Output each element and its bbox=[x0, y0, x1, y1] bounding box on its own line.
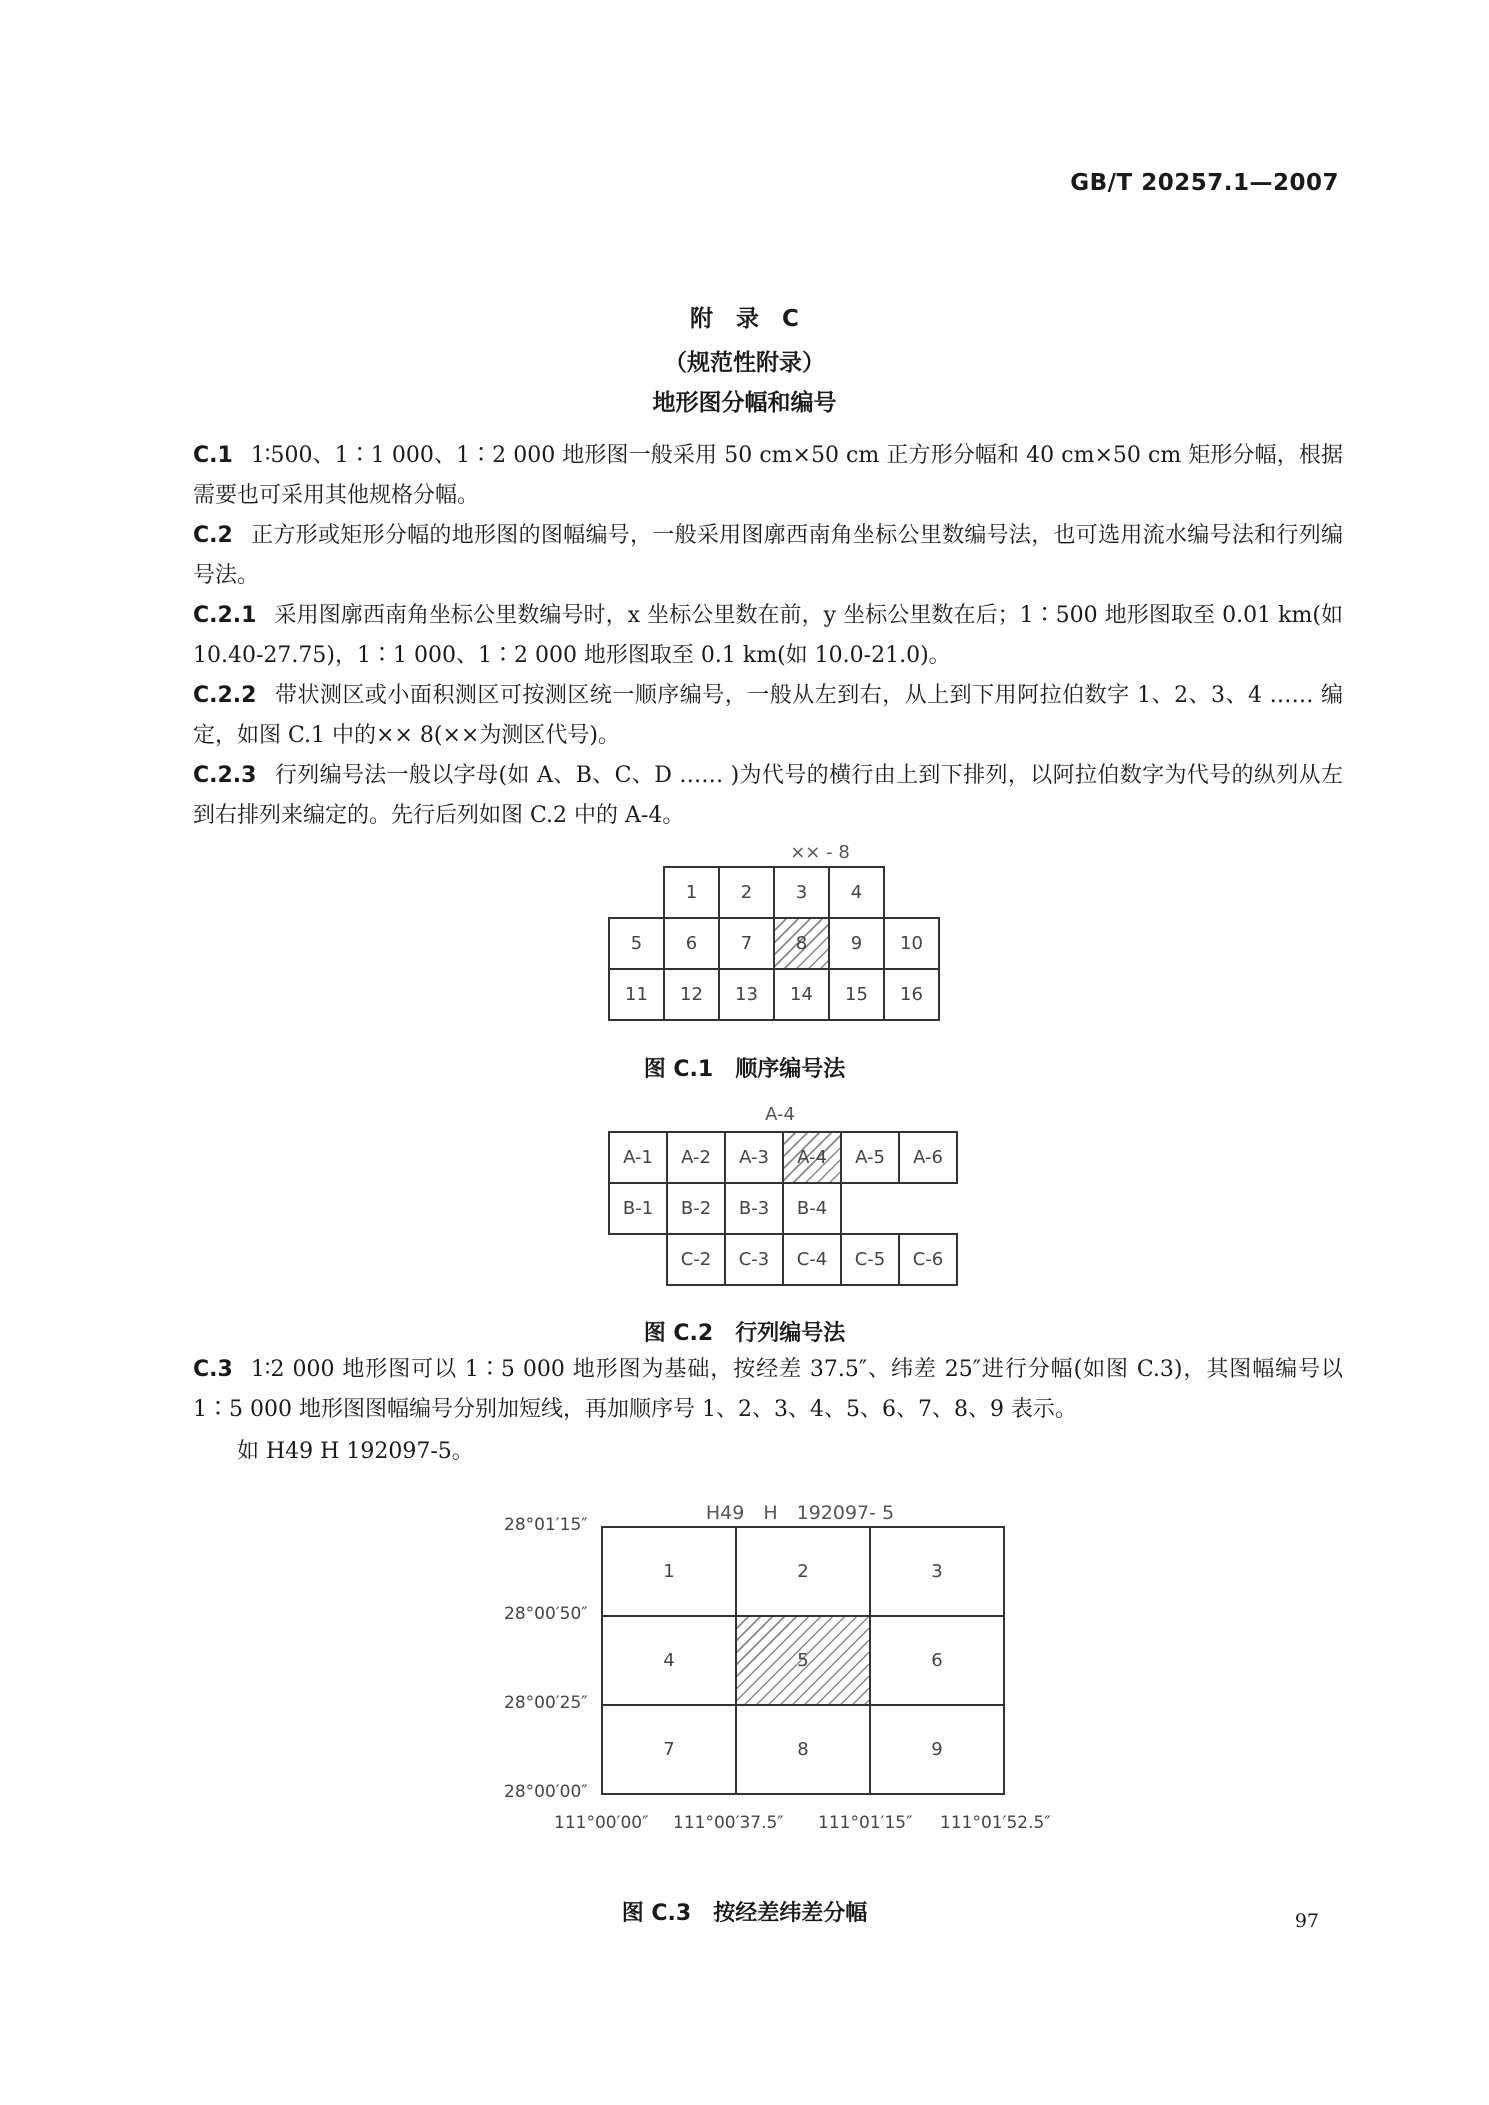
grid-cell: 4 bbox=[828, 866, 885, 919]
grid-cell: A-6 bbox=[898, 1131, 958, 1184]
grid-cell: A-5 bbox=[840, 1131, 900, 1184]
grid-cell: 5 bbox=[608, 917, 665, 970]
grid-cell: A-1 bbox=[608, 1131, 668, 1184]
longitude-label: 111°00′37.5″ bbox=[673, 1813, 784, 1833]
figure-c1-title: ×× - 8 bbox=[790, 842, 850, 863]
grid-cell: C-5 bbox=[840, 1233, 900, 1286]
highlighted-grid-cell: 8 bbox=[773, 917, 830, 970]
highlighted-grid-cell: 5 bbox=[735, 1615, 871, 1706]
appendix-title: 附 录 C bbox=[690, 306, 799, 332]
paragraph-c2 bbox=[193, 516, 1343, 596]
clause-text: 如 H49 H 192097-5。 bbox=[237, 1439, 474, 1464]
grid-cell: 6 bbox=[663, 917, 720, 970]
latitude-label: 28°01′15″ bbox=[504, 1515, 588, 1535]
grid-cell: 10 bbox=[883, 917, 940, 970]
grid-cell: 1 bbox=[663, 866, 720, 919]
highlighted-grid-cell: A-4 bbox=[782, 1131, 842, 1184]
paragraph-c3 bbox=[193, 1350, 1343, 1430]
grid-cell: 7 bbox=[718, 917, 775, 970]
paragraph-c1 bbox=[193, 436, 1343, 516]
clause-text: 正方形或矩形分幅的地形图的图幅编号，一般采用图廓西南角坐标公里数编号法，也可选用流水编号法和行列编号法。 bbox=[193, 523, 1343, 588]
grid-cell: 12 bbox=[663, 968, 720, 1021]
latitude-label: 28°00′00″ bbox=[504, 1782, 588, 1802]
grid-cell: C-4 bbox=[782, 1233, 842, 1286]
grid-cell: 16 bbox=[883, 968, 940, 1021]
appendix-subtitle: （规范性附录） bbox=[664, 350, 825, 376]
clause-number: C.3 bbox=[193, 1357, 233, 1382]
latitude-label: 28°00′50″ bbox=[504, 1604, 588, 1624]
longitude-label: 111°00′00″ bbox=[554, 1813, 649, 1833]
figure-c1-caption: 图 C.1 顺序编号法 bbox=[643, 1057, 846, 1082]
grid-cell: 2 bbox=[718, 866, 775, 919]
clause-text: 1∶500、1∶1 000、1∶2 000 地形图一般采用 50 cm×50 cm 正方形分幅和 40 cm×50 cm 矩形分幅，根据需要也可采用其他规格分幅。 bbox=[193, 443, 1343, 508]
grid-cell: 8 bbox=[735, 1704, 871, 1795]
grid-cell: 9 bbox=[828, 917, 885, 970]
grid-cell: 13 bbox=[718, 968, 775, 1021]
longitude-label: 111°01′15″ bbox=[818, 1813, 913, 1833]
grid-cell: B-3 bbox=[724, 1182, 784, 1235]
grid-cell: 1 bbox=[601, 1526, 737, 1617]
standard-code: GB/T 20257.1—2007 bbox=[1070, 170, 1339, 196]
appendix-heading: 地形图分幅和编号 bbox=[652, 390, 837, 416]
grid-cell: 11 bbox=[608, 968, 665, 1021]
grid-cell: 3 bbox=[869, 1526, 1005, 1617]
grid-cell: C-2 bbox=[666, 1233, 726, 1286]
figure-c2-title: A-4 bbox=[765, 1104, 795, 1125]
figure-c3-caption: 图 C.3 按经差纬差分幅 bbox=[621, 1901, 868, 1926]
clause-text: 1∶2 000 地形图可以 1∶5 000 地形图为基础，按经差 37.5″、纬差 25″进行分幅(如图 C.3)，其图幅编号以 1∶5 000 地形图图幅编号分别加短线，再加顺序号 1、2、3、4、5、6、7、8、9 表示。 bbox=[193, 1357, 1343, 1422]
paragraph-c2-3 bbox=[193, 756, 1343, 836]
paragraph-c2-1 bbox=[193, 596, 1343, 676]
clause-number: C.2.2 bbox=[193, 683, 257, 708]
figure-c2-caption: 图 C.2 行列编号法 bbox=[643, 1321, 846, 1346]
grid-cell: B-4 bbox=[782, 1182, 842, 1235]
grid-cell: B-2 bbox=[666, 1182, 726, 1235]
grid-cell: 7 bbox=[601, 1704, 737, 1795]
grid-cell: B-1 bbox=[608, 1182, 668, 1235]
grid-cell: 14 bbox=[773, 968, 830, 1021]
grid-cell: 15 bbox=[828, 968, 885, 1021]
grid-cell: C-3 bbox=[724, 1233, 784, 1286]
clause-number: C.2.3 bbox=[193, 763, 257, 788]
clause-text: 带状测区或小面积测区可按测区统一顺序编号，一般从左到右，从上到下用阿拉伯数字 1、2、3、4 …… 编定，如图 C.1 中的×× 8(××为测区代号)。 bbox=[193, 683, 1343, 748]
longitude-label: 111°01′52.5″ bbox=[940, 1813, 1051, 1833]
page-number: 97 bbox=[1294, 1910, 1319, 1932]
grid-cell: A-2 bbox=[666, 1131, 726, 1184]
clause-number: C.2.1 bbox=[193, 603, 257, 628]
grid-cell: 9 bbox=[869, 1704, 1005, 1795]
grid-cell: 6 bbox=[869, 1615, 1005, 1706]
paragraph-c2-2 bbox=[193, 676, 1343, 756]
grid-cell: A-3 bbox=[724, 1131, 784, 1184]
clause-text: 采用图廓西南角坐标公里数编号时，x 坐标公里数在前，y 坐标公里数在后；1∶500 地形图取至 0.01 km(如 10.40-27.75)，1∶1 000、1∶2 000 地形图取至 0.1 km(如 10.0-21.0)。 bbox=[193, 603, 1343, 668]
grid-cell: 2 bbox=[735, 1526, 871, 1617]
grid-cell: 3 bbox=[773, 866, 830, 919]
latitude-label: 28°00′25″ bbox=[504, 1693, 588, 1713]
clause-number: C.1 bbox=[193, 443, 233, 468]
clause-text: 行列编号法一般以字母(如 A、B、C、D …… )为代号的横行由上到下排列，以阿拉伯数字为代号的纵列从左到右排列来编定的。先行后列如图 C.2 中的 A-4。 bbox=[193, 763, 1343, 828]
clause-number: C.2 bbox=[193, 523, 233, 548]
grid-cell: C-6 bbox=[898, 1233, 958, 1286]
figure-c3-title: H49 H 192097- 5 bbox=[705, 1502, 895, 1524]
grid-cell: 4 bbox=[601, 1615, 737, 1706]
paragraph-example bbox=[193, 1432, 1343, 1472]
